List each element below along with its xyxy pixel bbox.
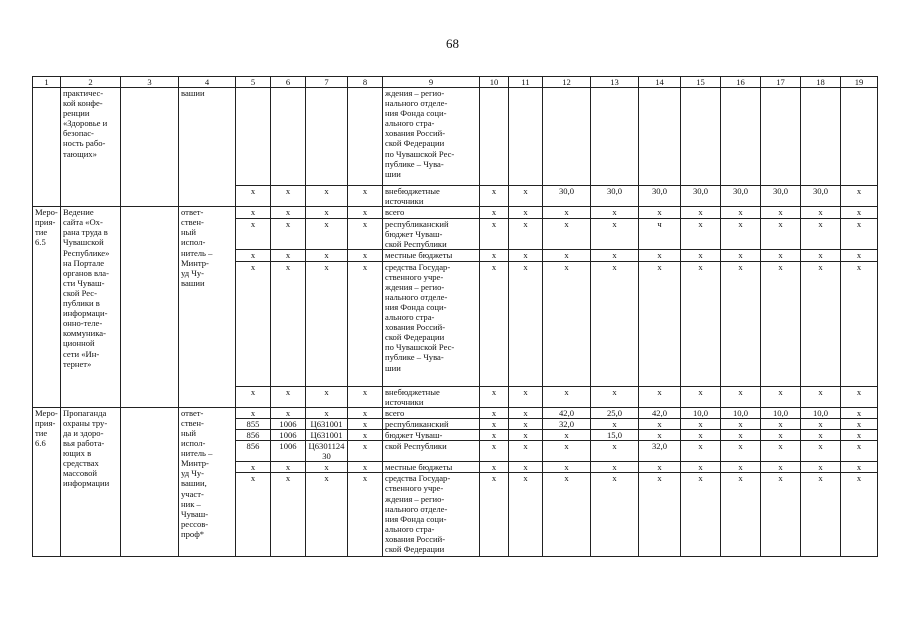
value-cell: x: [480, 418, 509, 429]
value-cell: x: [841, 462, 878, 473]
value-cell: x: [801, 473, 841, 557]
value-cell: x: [639, 261, 681, 386]
value-cell: Ц631001: [306, 429, 348, 440]
value-cell: x: [348, 250, 383, 261]
section-row: [33, 88, 878, 186]
value-cell: x: [681, 429, 721, 440]
value-cell: x: [841, 261, 878, 386]
value-cell: x: [543, 386, 591, 407]
column-number: 10: [480, 77, 509, 88]
value-cell: 1006: [271, 441, 306, 462]
value-cell: x: [761, 219, 801, 250]
measure-label: [33, 88, 61, 207]
value-cell: x: [801, 462, 841, 473]
value-cell: x: [236, 473, 271, 557]
value-cell: x: [801, 429, 841, 440]
value-cell: x: [348, 462, 383, 473]
funding-source: ской Республики: [383, 441, 480, 462]
column-number: 9: [383, 77, 480, 88]
value-cell: x: [761, 429, 801, 440]
value-cell: x: [801, 441, 841, 462]
value-cell: 856: [236, 429, 271, 440]
value-cell: x: [543, 219, 591, 250]
funding-source: республиканский бюджет Чуваш- ской Республики: [383, 219, 480, 250]
value-cell: 30,0: [543, 186, 591, 207]
value-cell: x: [306, 386, 348, 407]
column-number: 8: [348, 77, 383, 88]
value-cell: x: [591, 462, 639, 473]
value-cell: x: [841, 186, 878, 207]
value-cell: x: [236, 250, 271, 261]
value-cell: 32,0: [543, 418, 591, 429]
value-cell: x: [348, 186, 383, 207]
value-cell: x: [721, 441, 761, 462]
empty-cell: [509, 88, 543, 186]
funding-source: местные бюджеты: [383, 250, 480, 261]
value-cell: 30,0: [761, 186, 801, 207]
value-cell: x: [480, 261, 509, 386]
value-cell: x: [306, 473, 348, 557]
value-cell: 856: [236, 441, 271, 462]
value-cell: x: [509, 207, 543, 219]
empty-cell: [721, 88, 761, 186]
value-cell: x: [761, 473, 801, 557]
value-cell: x: [681, 219, 721, 250]
empty-cell: [348, 88, 383, 186]
value-cell: x: [543, 429, 591, 440]
executor-cell: ответ- ствен- ный испол- нитель – Минтр- уд Чу- вашии, участ- ник – Чуваш- рессов- проф*: [179, 407, 236, 557]
value-cell: x: [761, 441, 801, 462]
column-number: 16: [721, 77, 761, 88]
value-cell: x: [236, 386, 271, 407]
value-cell: x: [761, 250, 801, 261]
value-cell: x: [639, 429, 681, 440]
value-cell: x: [480, 207, 509, 219]
value-cell: x: [306, 407, 348, 418]
value-cell: x: [591, 418, 639, 429]
value-cell: x: [681, 250, 721, 261]
value-cell: 30,0: [591, 186, 639, 207]
value-cell: x: [306, 250, 348, 261]
empty-cell: [543, 88, 591, 186]
funding-source: внебюджетные источники: [383, 186, 480, 207]
value-cell: x: [306, 186, 348, 207]
column-number: 4: [179, 77, 236, 88]
funding-source: местные бюджеты: [383, 462, 480, 473]
value-cell: x: [681, 207, 721, 219]
value-cell: x: [591, 250, 639, 261]
value-cell: 32,0: [639, 441, 681, 462]
value-cell: x: [271, 261, 306, 386]
value-cell: x: [639, 462, 681, 473]
column-number: 15: [681, 77, 721, 88]
value-cell: x: [841, 386, 878, 407]
column-number: 17: [761, 77, 801, 88]
empty-cell: [801, 88, 841, 186]
value-cell: x: [348, 441, 383, 462]
value-cell: 42,0: [543, 407, 591, 418]
value-cell: x: [236, 407, 271, 418]
section-row: [33, 407, 878, 418]
value-cell: x: [841, 473, 878, 557]
table-body: [33, 77, 878, 557]
value-cell: x: [543, 261, 591, 386]
empty-cell: [236, 88, 271, 186]
value-cell: x: [271, 462, 306, 473]
value-cell: x: [271, 219, 306, 250]
column-number: 7: [306, 77, 348, 88]
value-cell: x: [591, 473, 639, 557]
value-cell: x: [721, 418, 761, 429]
value-cell: x: [348, 429, 383, 440]
column-number: 1: [33, 77, 61, 88]
value-cell: x: [721, 250, 761, 261]
value-cell: x: [509, 441, 543, 462]
value-cell: 855: [236, 418, 271, 429]
coexecutor-cell: [121, 207, 179, 408]
value-cell: x: [509, 250, 543, 261]
value-cell: x: [591, 261, 639, 386]
value-cell: x: [543, 207, 591, 219]
measure-name: практичес- кой конфе- ренции «Здоровье и безопас- ность рабо- тающих»: [61, 88, 121, 207]
value-cell: 1006: [271, 429, 306, 440]
value-cell: x: [509, 261, 543, 386]
section-row: [33, 207, 878, 219]
empty-cell: [591, 88, 639, 186]
value-cell: x: [681, 386, 721, 407]
funding-source: всего: [383, 207, 480, 219]
value-cell: x: [306, 462, 348, 473]
value-cell: x: [801, 386, 841, 407]
value-cell: 42,0: [639, 407, 681, 418]
value-cell: x: [480, 473, 509, 557]
funding-source: внебюджетные источники: [383, 386, 480, 407]
value-cell: x: [639, 386, 681, 407]
value-cell: x: [480, 462, 509, 473]
value-cell: x: [681, 441, 721, 462]
column-number: 18: [801, 77, 841, 88]
value-cell: x: [761, 462, 801, 473]
value-cell: x: [271, 186, 306, 207]
value-cell: x: [480, 429, 509, 440]
value-cell: x: [480, 250, 509, 261]
value-cell: x: [480, 386, 509, 407]
value-cell: x: [721, 261, 761, 386]
value-cell: x: [348, 207, 383, 219]
value-cell: x: [348, 418, 383, 429]
column-number: 13: [591, 77, 639, 88]
value-cell: x: [306, 261, 348, 386]
column-number: 2: [61, 77, 121, 88]
value-cell: x: [841, 429, 878, 440]
value-cell: x: [306, 207, 348, 219]
value-cell: Ц631001: [306, 418, 348, 429]
funding-source: бюджет Чуваш-: [383, 429, 480, 440]
value-cell: x: [236, 219, 271, 250]
value-cell: x: [801, 219, 841, 250]
empty-cell: [681, 88, 721, 186]
value-cell: x: [761, 386, 801, 407]
measure-label: Меро- прия- тие 6.6: [33, 407, 61, 557]
value-cell: 30,0: [801, 186, 841, 207]
value-cell: x: [761, 418, 801, 429]
value-cell: x: [841, 418, 878, 429]
value-cell: x: [721, 429, 761, 440]
value-cell: x: [509, 473, 543, 557]
funding-source: средства Государ- ственного учре- ждения – регио- нального отделе- ния Фонда соци- ального стра- хования Россий- ской Федерации: [383, 473, 480, 557]
value-cell: x: [271, 250, 306, 261]
column-number: 6: [271, 77, 306, 88]
value-cell: x: [236, 207, 271, 219]
column-number: 12: [543, 77, 591, 88]
empty-cell: [761, 88, 801, 186]
value-cell: x: [509, 418, 543, 429]
value-cell: x: [543, 462, 591, 473]
column-number: 3: [121, 77, 179, 88]
value-cell: x: [841, 250, 878, 261]
value-cell: x: [509, 186, 543, 207]
empty-cell: [480, 88, 509, 186]
value-cell: x: [721, 473, 761, 557]
value-cell: x: [681, 473, 721, 557]
empty-cell: [639, 88, 681, 186]
value-cell: x: [543, 473, 591, 557]
value-cell: x: [509, 219, 543, 250]
value-cell: Ц6301124 30: [306, 441, 348, 462]
value-cell: x: [591, 386, 639, 407]
value-cell: x: [236, 261, 271, 386]
value-cell: x: [543, 250, 591, 261]
value-cell: x: [348, 219, 383, 250]
value-cell: x: [841, 207, 878, 219]
value-cell: x: [841, 219, 878, 250]
column-number: 11: [509, 77, 543, 88]
value-cell: x: [236, 186, 271, 207]
value-cell: x: [348, 473, 383, 557]
value-cell: x: [480, 407, 509, 418]
value-cell: x: [591, 441, 639, 462]
value-cell: x: [509, 386, 543, 407]
value-cell: 15,0: [591, 429, 639, 440]
value-cell: x: [721, 386, 761, 407]
value-cell: x: [271, 207, 306, 219]
value-cell: x: [348, 261, 383, 386]
empty-cell: [841, 88, 878, 186]
coexecutor-cell: [121, 88, 179, 207]
value-cell: x: [348, 386, 383, 407]
value-cell: 10,0: [721, 407, 761, 418]
value-cell: x: [480, 186, 509, 207]
value-cell: x: [681, 462, 721, 473]
value-cell: x: [509, 407, 543, 418]
executor-cell: вашии: [179, 88, 236, 207]
value-cell: x: [681, 261, 721, 386]
value-cell: x: [841, 441, 878, 462]
value-cell: x: [271, 407, 306, 418]
funding-source: всего: [383, 407, 480, 418]
value-cell: x: [801, 250, 841, 261]
value-cell: x: [639, 250, 681, 261]
value-cell: x: [480, 219, 509, 250]
value-cell: 30,0: [681, 186, 721, 207]
value-cell: 25,0: [591, 407, 639, 418]
value-cell: x: [348, 407, 383, 418]
value-cell: 30,0: [639, 186, 681, 207]
value-cell: x: [841, 407, 878, 418]
value-cell: x: [801, 261, 841, 386]
measure-name: Ведение сайта «Ох- рана труда в Чувашской Республике» на Портале органов вла- сти Чуваш- ской Рес- публики в информаци- онно-теле- коммуника- ционной сети «Ин- тернет»: [61, 207, 121, 408]
measure-label: Меро- прия- тие 6.5: [33, 207, 61, 408]
page-number: 68: [446, 36, 459, 51]
value-cell: x: [761, 261, 801, 386]
value-cell: x: [639, 473, 681, 557]
column-number: 5: [236, 77, 271, 88]
funding-source: ждения – регио- нального отделе- ния Фонда соци- ального стра- хования Россий- ской Федерации по Чувашской Рес- публике – Чува- шии: [383, 88, 480, 186]
value-cell: 30,0: [721, 186, 761, 207]
value-cell: x: [509, 462, 543, 473]
value-cell: 10,0: [761, 407, 801, 418]
value-cell: x: [639, 207, 681, 219]
executor-cell: ответ- ствен- ный испол- нитель – Минтр- уд Чу- вашии: [179, 207, 236, 408]
empty-cell: [306, 88, 348, 186]
column-number: 14: [639, 77, 681, 88]
value-cell: ч: [639, 219, 681, 250]
value-cell: x: [591, 219, 639, 250]
value-cell: x: [801, 418, 841, 429]
column-number: 19: [841, 77, 878, 88]
value-cell: x: [639, 418, 681, 429]
value-cell: x: [721, 219, 761, 250]
measure-name: Пропаганда охраны тру- да и здоро- вья работа- ющих в средствах массовой информации: [61, 407, 121, 557]
value-cell: x: [721, 462, 761, 473]
value-cell: x: [721, 207, 761, 219]
value-cell: 10,0: [801, 407, 841, 418]
value-cell: x: [271, 473, 306, 557]
value-cell: 1006: [271, 418, 306, 429]
value-cell: x: [681, 418, 721, 429]
coexecutor-cell: [121, 407, 179, 557]
value-cell: x: [306, 219, 348, 250]
value-cell: 10,0: [681, 407, 721, 418]
value-cell: x: [591, 207, 639, 219]
funding-source: средства Государ- ственного учре- ждения – регио- нального отделе- ния Фонда соци- ального стра- хования Россий- ской Федерации по Чувашской Рес- публике – Чува- шии: [383, 261, 480, 386]
value-cell: x: [480, 441, 509, 462]
value-cell: x: [801, 207, 841, 219]
value-cell: x: [236, 462, 271, 473]
value-cell: x: [761, 207, 801, 219]
value-cell: x: [271, 386, 306, 407]
funding-source: республиканский: [383, 418, 480, 429]
header-row: [33, 77, 878, 88]
empty-cell: [271, 88, 306, 186]
budget-table: [32, 76, 878, 557]
value-cell: x: [543, 441, 591, 462]
value-cell: x: [509, 429, 543, 440]
